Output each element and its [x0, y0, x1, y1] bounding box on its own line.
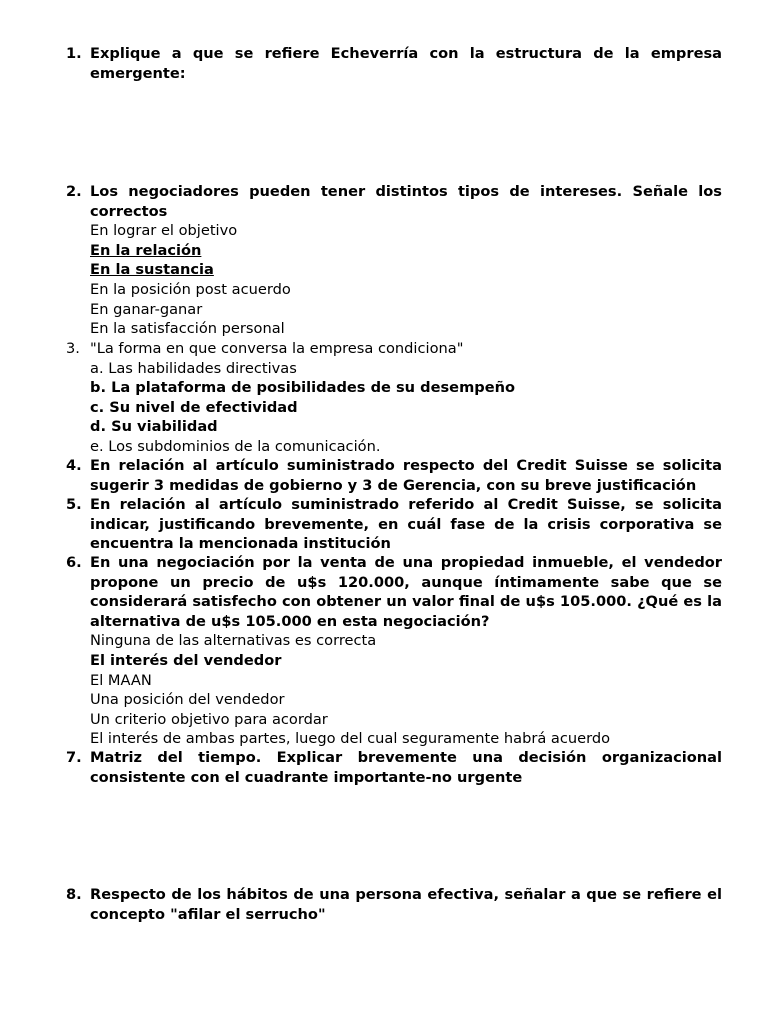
question-text: Matriz del tiempo. Explicar brevemente una decisión organizacional consistente con el cuadrante importante-no urgente — [90, 749, 722, 786]
question-number: 6. — [66, 554, 82, 571]
question-number: 1. — [66, 45, 82, 62]
question-text: Explique a que se refiere Echeverría con la estructura de la empresa emergente: — [90, 45, 722, 82]
answer-option: Un criterio objetivo para acordar — [90, 710, 328, 728]
answer-option: El interés de ambas partes, luego del cual seguramente habrá acuerdo — [90, 730, 611, 748]
answer-option-selected: En la relación — [90, 241, 202, 259]
answer-option: a. Las habilidades directivas — [90, 359, 297, 377]
answer-option: Una posición del vendedor — [90, 691, 285, 709]
answer-option: En ganar-ganar — [90, 300, 203, 318]
question-7 — [66, 748, 722, 787]
question-5 — [66, 495, 722, 554]
question-text: En una negociación por la venta de una propiedad inmueble, el vendedor propone un precio de u$s 120.000, aunque íntimamente sabe que se considerará satisfecho con obtener un valor final de u$s 105.000. ¿Qué es la alternativa de u$s 105.000 en esta negociación? — [90, 554, 722, 630]
question-text: En relación al artículo suministrado respecto del Credit Suisse se solicita sugerir 3 medidas de gobierno y 3 de Gerencia, con su breve justificación — [90, 457, 722, 494]
question-1 — [66, 44, 722, 83]
answer-option-selected: c. Su nivel de efectividad — [90, 398, 298, 416]
question-text: Los negociadores pueden tener distintos tipos de intereses. Señale los correctos — [90, 183, 722, 220]
answer-option-selected: En la sustancia — [90, 261, 214, 279]
question-2 — [66, 182, 722, 339]
answer-option-selected: d. Su viabilidad — [90, 418, 218, 436]
question-3 — [66, 339, 722, 457]
answer-option: En lograr el objetivo — [90, 222, 238, 240]
question-text: "La forma en que conversa la empresa condiciona" — [90, 340, 464, 357]
answer-option-selected: b. La plataforma de posibilidades de su desempeño — [90, 379, 516, 397]
question-number: 7. — [66, 749, 82, 766]
question-number: 3. — [66, 340, 80, 357]
question-number: 2. — [66, 183, 82, 200]
answer-option: En la posición post acuerdo — [90, 280, 291, 298]
question-8 — [66, 885, 722, 924]
answer-option: El MAAN — [90, 671, 152, 689]
question-6 — [66, 553, 722, 749]
answer-option-selected: El interés del vendedor — [90, 651, 282, 669]
question-4 — [66, 456, 722, 495]
question-number: 5. — [66, 496, 82, 513]
answer-option: En la satisfacción personal — [90, 320, 285, 338]
question-text: Respecto de los hábitos de una persona efectiva, señalar a que se refiere el concepto "afilar el serrucho" — [90, 886, 722, 923]
question-text: En relación al artículo suministrado referido al Credit Suisse, se solicita indicar, justificando brevemente, en cuál fase de la crisis corporativa se encuentra la mencionada institución — [90, 496, 722, 553]
question-number: 4. — [66, 457, 82, 474]
question-number: 8. — [66, 886, 82, 903]
answer-option: e. Los subdominios de la comunicación. — [90, 437, 381, 455]
answer-option: Ninguna de las alternativas es correcta — [90, 632, 377, 650]
